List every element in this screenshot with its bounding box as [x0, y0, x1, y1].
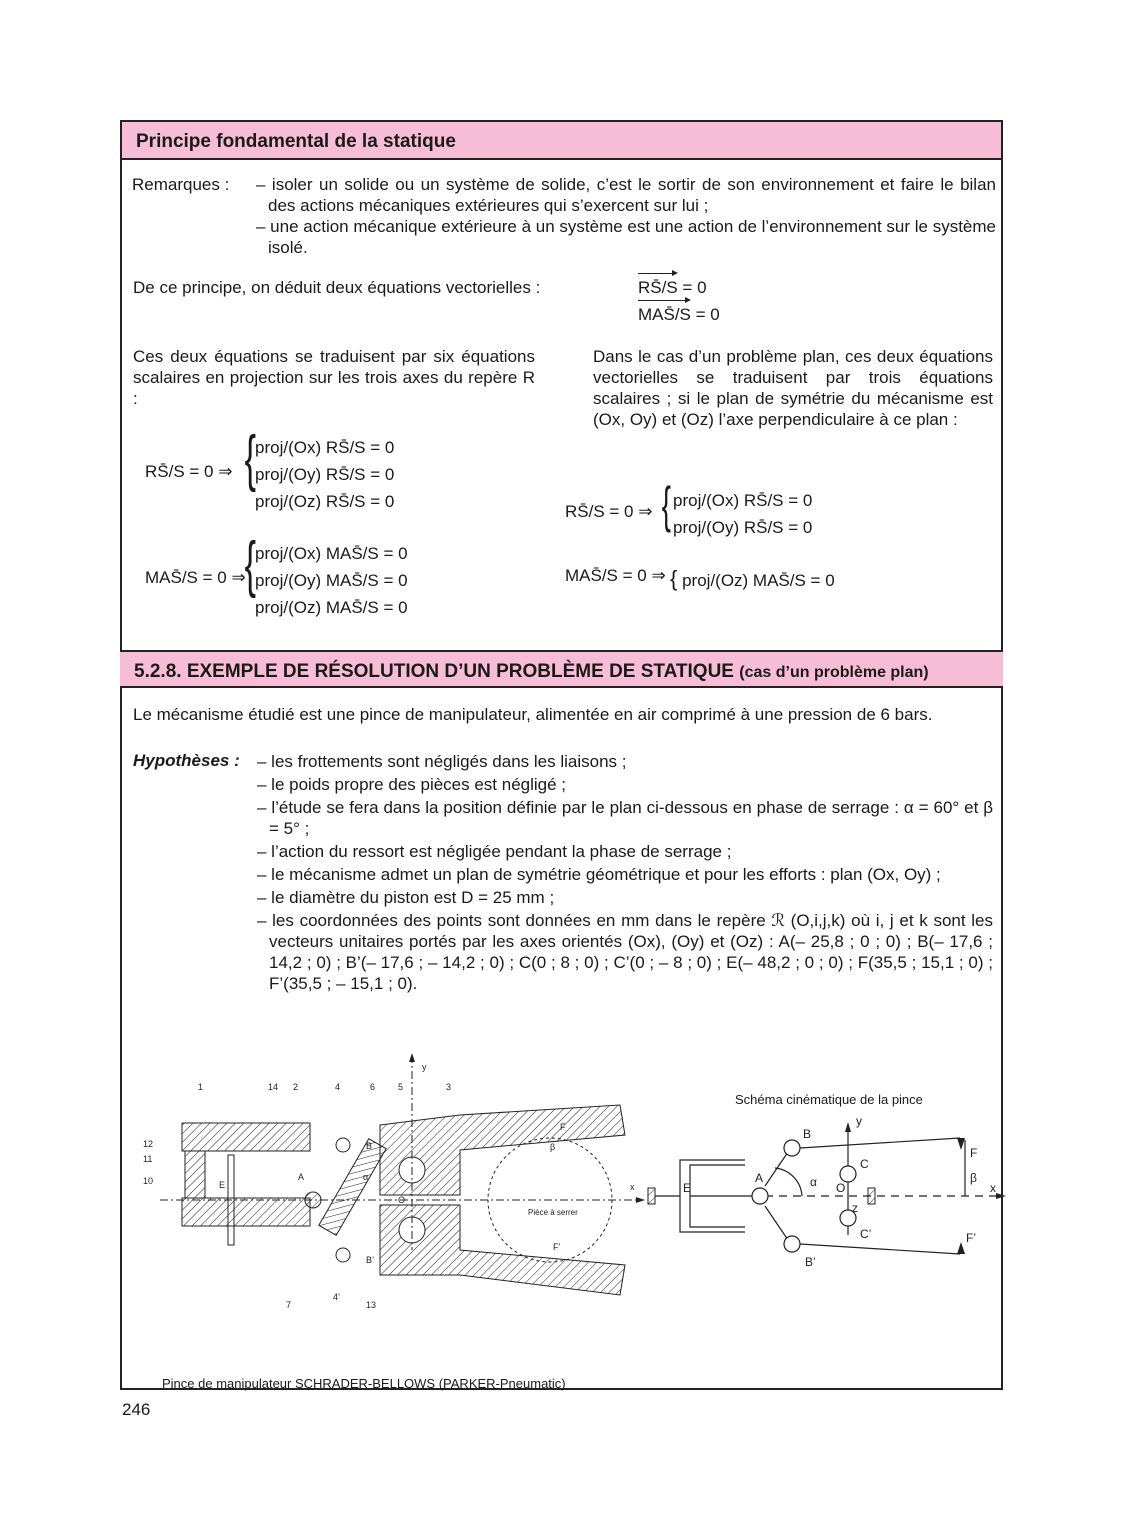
- vector-equation-m: [638, 305, 720, 325]
- part-label: 2: [293, 1082, 299, 1092]
- link-ab-prime: [765, 1206, 788, 1240]
- joint-b-prime: [784, 1236, 800, 1252]
- part-label: 6: [370, 1082, 376, 1092]
- system-row: proj/(Oy) RS̄/S = 0: [673, 518, 813, 537]
- point-label: x: [630, 1182, 635, 1192]
- schema-title: Schéma cinématique de la pince: [735, 1092, 923, 1107]
- jaw-f-prime: [800, 1244, 960, 1254]
- section-title-main: 5.2.8. EXEMPLE DE RÉSOLUTION D’UN PROBLÈME DE STATIQUE: [134, 661, 734, 682]
- schema-label: O: [836, 1181, 846, 1195]
- system-right-m-rows: [670, 566, 835, 592]
- system-row: proj/(Ox) MAS̄/S = 0: [255, 544, 408, 563]
- part-label: 12: [143, 1139, 154, 1149]
- part-label: 10: [143, 1176, 154, 1186]
- section-title-sub: (cas d’un problème plan): [739, 664, 929, 681]
- y-arrow-icon: [845, 1122, 851, 1132]
- force-f-icon: [957, 1138, 965, 1150]
- schema-label: z: [852, 1201, 858, 1215]
- part-label: 7: [286, 1300, 292, 1310]
- gripper-section-drawing: [130, 1050, 650, 1320]
- part-label: 4’: [333, 1292, 341, 1302]
- link-ab: [765, 1152, 788, 1186]
- system-right-r-rows: [673, 487, 812, 541]
- eq-rhs: = 0: [695, 305, 720, 324]
- joint-a: [752, 1188, 768, 1204]
- system-right-m-lhs: MAS̄/S = 0 ⇒: [565, 566, 666, 585]
- schema-label: C: [860, 1157, 869, 1171]
- section-title-exemple: [120, 650, 1003, 688]
- section-title-principe: Principe fondamental de la statique: [122, 122, 1001, 160]
- remarks-label: Remarques :: [132, 175, 230, 194]
- part-label: 5: [398, 1082, 404, 1092]
- system-row: proj/(Ox) RS̄/S = 0: [673, 491, 813, 510]
- point-label: O: [398, 1195, 406, 1205]
- brace: {: [244, 424, 257, 493]
- hypothesis-item: – le diamètre du piston est D = 25 mm ;: [257, 888, 555, 907]
- hypothesis-item: – les coordonnées des points sont données en mm dans le repère ℛ (O,i,j,k) où i, j et k sont les vecteurs unitaires portés par les axes orientés (Ox), (Oy) et (Oz) : A(– 25,8 ; 0 ; 0) ; B(– 17,6 ; 14,2 ; 0) ; B’(– 17,6 ; – 14,2 ; 0) ; C(0 ; 8 ; 0) ; C’(0 ; – 8 ; 0) ; E(– 48,2 ; 0 ; 0) ; F(35,5 ; 15,1 ; 0) ; F’(35,5 ; – 15,1 ; 0).: [257, 911, 993, 993]
- point-label: A: [298, 1172, 305, 1182]
- brace: {: [661, 477, 671, 533]
- system-right-r-lhs: RS̄/S = 0 ⇒: [565, 502, 653, 521]
- point-label: β: [550, 1142, 556, 1152]
- hypothesis-item: – le mécanisme admet un plan de symétrie géométrique et pour les efforts : plan (Ox, Oy) ;: [257, 865, 941, 884]
- point-label: F: [560, 1122, 566, 1132]
- left-paragraph: Ces deux équations se traduisent par six équations scalaires en projection sur les trois axes du repère R :: [133, 347, 535, 408]
- remark-item: – une action mécanique extérieure à un système est une action de l’environnement sur le système isolé.: [256, 217, 996, 257]
- body-top: [182, 1123, 310, 1151]
- system-left-r-rows: [255, 434, 394, 515]
- pin-a: [305, 1192, 321, 1208]
- schema-label: A: [755, 1171, 764, 1185]
- system-row: proj/(Oz) RS̄/S = 0: [255, 492, 395, 511]
- schema-label: x: [990, 1181, 996, 1195]
- hypotheses-label: Hypothèses :: [133, 751, 240, 770]
- point-label: y: [422, 1062, 427, 1072]
- x-arrow-icon: [996, 1193, 1006, 1199]
- alpha-arc: [775, 1168, 802, 1196]
- part-label: 13: [366, 1300, 377, 1310]
- system-left-m-rows: [255, 540, 408, 621]
- system-row: proj/(Oy) RS̄/S = 0: [255, 465, 395, 484]
- part-label: 11: [143, 1154, 153, 1164]
- kinematic-schema: [640, 1110, 1010, 1290]
- vector-m: MAS̄/S: [638, 305, 691, 324]
- vector-equation-r: [638, 278, 707, 298]
- piston-seal: [185, 1151, 205, 1198]
- joint-c: [840, 1166, 856, 1182]
- point-label: E: [219, 1180, 226, 1190]
- brace: {: [670, 566, 678, 591]
- schema-label: E: [683, 1181, 692, 1195]
- link-4: [319, 1139, 386, 1236]
- figure-caption: Pince de manipulateur SCHRADER-BELLOWS (PARKER-Pneumatic): [162, 1376, 566, 1391]
- body-bottom: [182, 1198, 310, 1226]
- remark-item: – isoler un solide ou un système de solide, c’est le sortir de son environnement et faire le bilan des actions mécaniques extérieures qui s’exercent sur lui ;: [256, 175, 996, 215]
- point-label: B’: [366, 1255, 375, 1265]
- part-label: 3: [446, 1082, 452, 1092]
- schema-label: B: [803, 1127, 812, 1141]
- schema-label: y: [856, 1114, 862, 1128]
- part-label: 14: [268, 1082, 279, 1092]
- system-row: proj/(Oy) MAS̄/S = 0: [255, 571, 408, 590]
- schema-label: α: [810, 1175, 817, 1189]
- point-label: F’: [553, 1242, 561, 1252]
- hypothesis-item: – l’étude se fera dans la position définie par le plan ci-dessous en phase de serrage : α = 60° et β = 5° ;: [257, 798, 993, 838]
- eq-rhs: = 0: [682, 278, 707, 297]
- page-number: 246: [122, 1400, 151, 1419]
- hypotheses-list: [257, 751, 993, 996]
- schema-label: B’: [805, 1255, 816, 1269]
- force-f-prime-icon: [957, 1242, 965, 1254]
- deduction-text: De ce principe, on déduit deux équations vectorielles :: [133, 278, 541, 297]
- point-label: B: [366, 1141, 373, 1151]
- schema-label: C’: [860, 1227, 872, 1241]
- part-label: 4: [335, 1082, 341, 1092]
- schema-label: F’: [966, 1231, 976, 1245]
- system-row: proj/(Oz) MAS̄/S = 0: [255, 598, 408, 617]
- pin-b-prime: [336, 1248, 350, 1262]
- ground-icon: [648, 1188, 655, 1204]
- system-left-r-lhs: RS̄/S = 0 ⇒: [145, 462, 233, 481]
- jaw-f: [800, 1138, 960, 1148]
- system-row: proj/(Oz) MAS̄/S = 0: [682, 571, 835, 590]
- right-paragraph: Dans le cas d’un problème plan, ces deux équations vectorielles se traduisent par trois équations scalaires ; si le plan de symétrie du mécanisme est (Ox, Oy) et (Oz) l’axe perpendiculaire à ce plan :: [593, 347, 993, 429]
- system-row: proj/(Ox) RS̄/S = 0: [255, 438, 395, 457]
- vector-r: RS̄/S: [638, 278, 678, 297]
- intro-paragraph: Le mécanisme étudié est une pince de manipulateur, alimentée en air comprimé à une pression de 6 bars.: [133, 705, 933, 724]
- hypothesis-item: – l’action du ressort est négligée pendant la phase de serrage ;: [257, 842, 732, 861]
- y-arrow-icon: [409, 1053, 415, 1062]
- remarks-block: [122, 160, 1022, 258]
- schema-label: F: [970, 1146, 978, 1160]
- brace: {: [244, 530, 257, 599]
- workpiece-label: Pièce à serrer: [528, 1208, 578, 1217]
- point-label: α: [363, 1172, 369, 1182]
- ground-icon: [868, 1188, 875, 1204]
- hypothesis-item: – les frottements sont négligés dans les liaisons ;: [257, 752, 627, 771]
- schema-label: β: [970, 1171, 977, 1185]
- hypothesis-item: – le poids propre des pièces est négligé ;: [257, 775, 567, 794]
- pin-b: [336, 1138, 350, 1152]
- joint-b: [784, 1140, 800, 1156]
- part-label: 1: [198, 1082, 204, 1092]
- system-left-m-lhs: MAS̄/S = 0 ⇒: [145, 568, 246, 587]
